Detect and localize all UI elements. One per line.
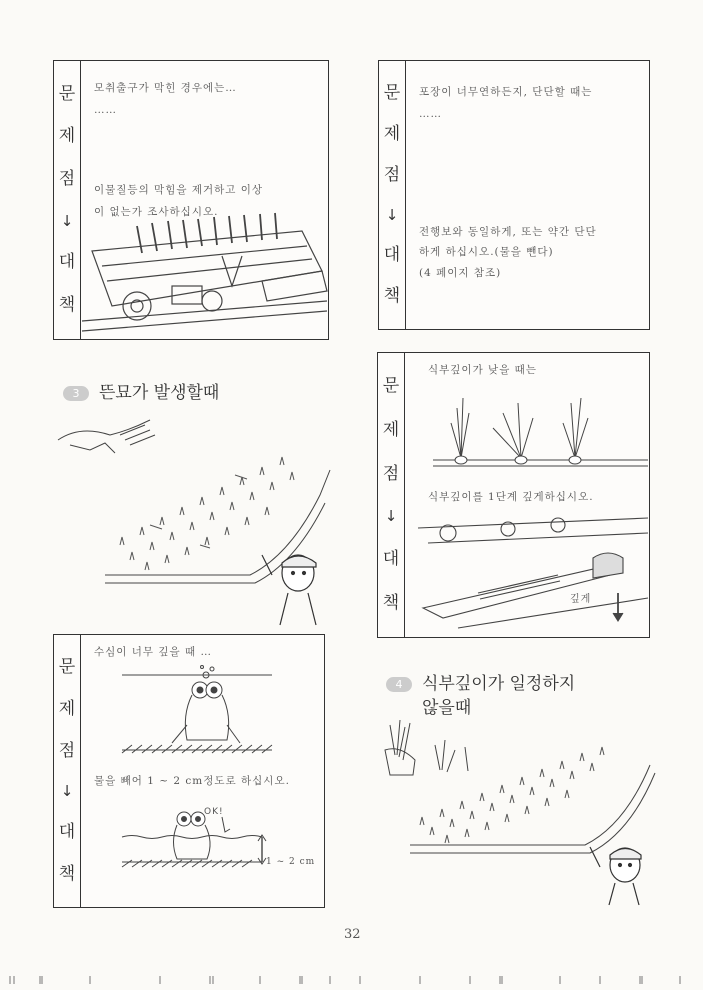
uneven-depth-field-illustration bbox=[375, 705, 670, 905]
floating-seedlings-field-illustration bbox=[50, 415, 340, 630]
solution-text-line1: 이물질등의 막힘을 제거하고 이상 bbox=[94, 184, 264, 196]
depth-lever-illustration bbox=[418, 513, 648, 633]
down-arrow-icon: ↓ bbox=[60, 782, 74, 801]
depth-range-label: 1 ~ 2 cm bbox=[266, 857, 316, 867]
side-char: 제 bbox=[383, 124, 401, 144]
problem-box-shallow-planting bbox=[377, 352, 650, 638]
problem-text: 식부깊이가 낮을 때는 bbox=[428, 364, 537, 376]
side-char: 점 bbox=[58, 169, 76, 190]
side-char: 문 bbox=[58, 657, 76, 678]
problem-text: 모취출구가 막힌 경우에는… bbox=[94, 82, 237, 94]
frog-deep-water-illustration bbox=[122, 665, 272, 755]
planter-mechanism-illustration bbox=[82, 211, 327, 337]
side-char: 책 bbox=[58, 863, 76, 884]
side-char: 제 bbox=[382, 419, 400, 440]
problem-box-deep-water bbox=[53, 634, 325, 908]
section-number-badge: 4 bbox=[386, 677, 412, 692]
side-char: 점 bbox=[58, 740, 76, 761]
side-char: 대 bbox=[58, 821, 76, 842]
problem-solution-sidebar bbox=[379, 61, 406, 329]
shallow-seedlings-illustration bbox=[433, 388, 648, 473]
down-arrow-icon: ↓ bbox=[385, 206, 399, 224]
section-heading-floating-seedlings bbox=[63, 378, 219, 403]
solution-text: 물을 빼어 1 ~ 2 cm정도로 하십시오. bbox=[94, 775, 290, 787]
side-char: 책 bbox=[382, 592, 400, 613]
side-char: 책 bbox=[58, 295, 76, 316]
problem-ellipsis: …… bbox=[94, 104, 117, 116]
solution-text-line2: 이 없는가 조사하십시오. bbox=[94, 206, 219, 218]
side-char: 대 bbox=[382, 548, 400, 569]
solution-text: 식부깊이를 1단계 깊게하십시오. bbox=[428, 491, 594, 503]
side-char: 점 bbox=[383, 165, 401, 185]
side-char: 문 bbox=[58, 83, 76, 104]
page-number: 32 bbox=[344, 927, 361, 942]
ok-label: OK! bbox=[204, 807, 224, 817]
problem-box-clogged-outlet bbox=[53, 60, 329, 340]
side-char: 제 bbox=[58, 698, 76, 719]
deeper-label: 깊게 bbox=[570, 594, 592, 605]
section-title-line2: 않을때 bbox=[422, 698, 472, 718]
solution-text-line3: (4 페이지 참조) bbox=[419, 267, 502, 279]
solution-text-line2: 하게 하십시오.(물을 뺀다) bbox=[419, 246, 554, 258]
scan-artifact-strip bbox=[0, 976, 703, 984]
side-char: 대 bbox=[383, 245, 401, 265]
section-title: 뜬묘가 발생할때 bbox=[99, 383, 220, 403]
side-char: 제 bbox=[58, 126, 76, 147]
problem-solution-sidebar bbox=[378, 353, 405, 637]
side-char: 문 bbox=[383, 83, 401, 103]
side-char: 문 bbox=[382, 376, 400, 397]
down-arrow-icon: ↓ bbox=[384, 507, 398, 526]
side-char: 대 bbox=[58, 252, 76, 273]
problem-ellipsis: …… bbox=[419, 108, 442, 120]
side-char: 점 bbox=[382, 463, 400, 484]
down-arrow-icon: ↓ bbox=[60, 211, 74, 230]
problem-box-field-hardness bbox=[378, 60, 650, 330]
problem-solution-sidebar bbox=[54, 635, 81, 907]
side-char: 책 bbox=[383, 286, 401, 306]
problem-text: 수심이 너무 깊을 때 … bbox=[94, 646, 212, 658]
solution-text-line1: 전행보와 동일하게, 또는 약간 단단 bbox=[419, 226, 597, 238]
section-title-line1: 식부깊이가 일정하지 bbox=[422, 674, 576, 694]
problem-text: 포장이 너무연하든지, 단단할 때는 bbox=[419, 86, 593, 98]
problem-solution-sidebar bbox=[54, 61, 81, 339]
section-number-badge: 3 bbox=[63, 386, 89, 401]
